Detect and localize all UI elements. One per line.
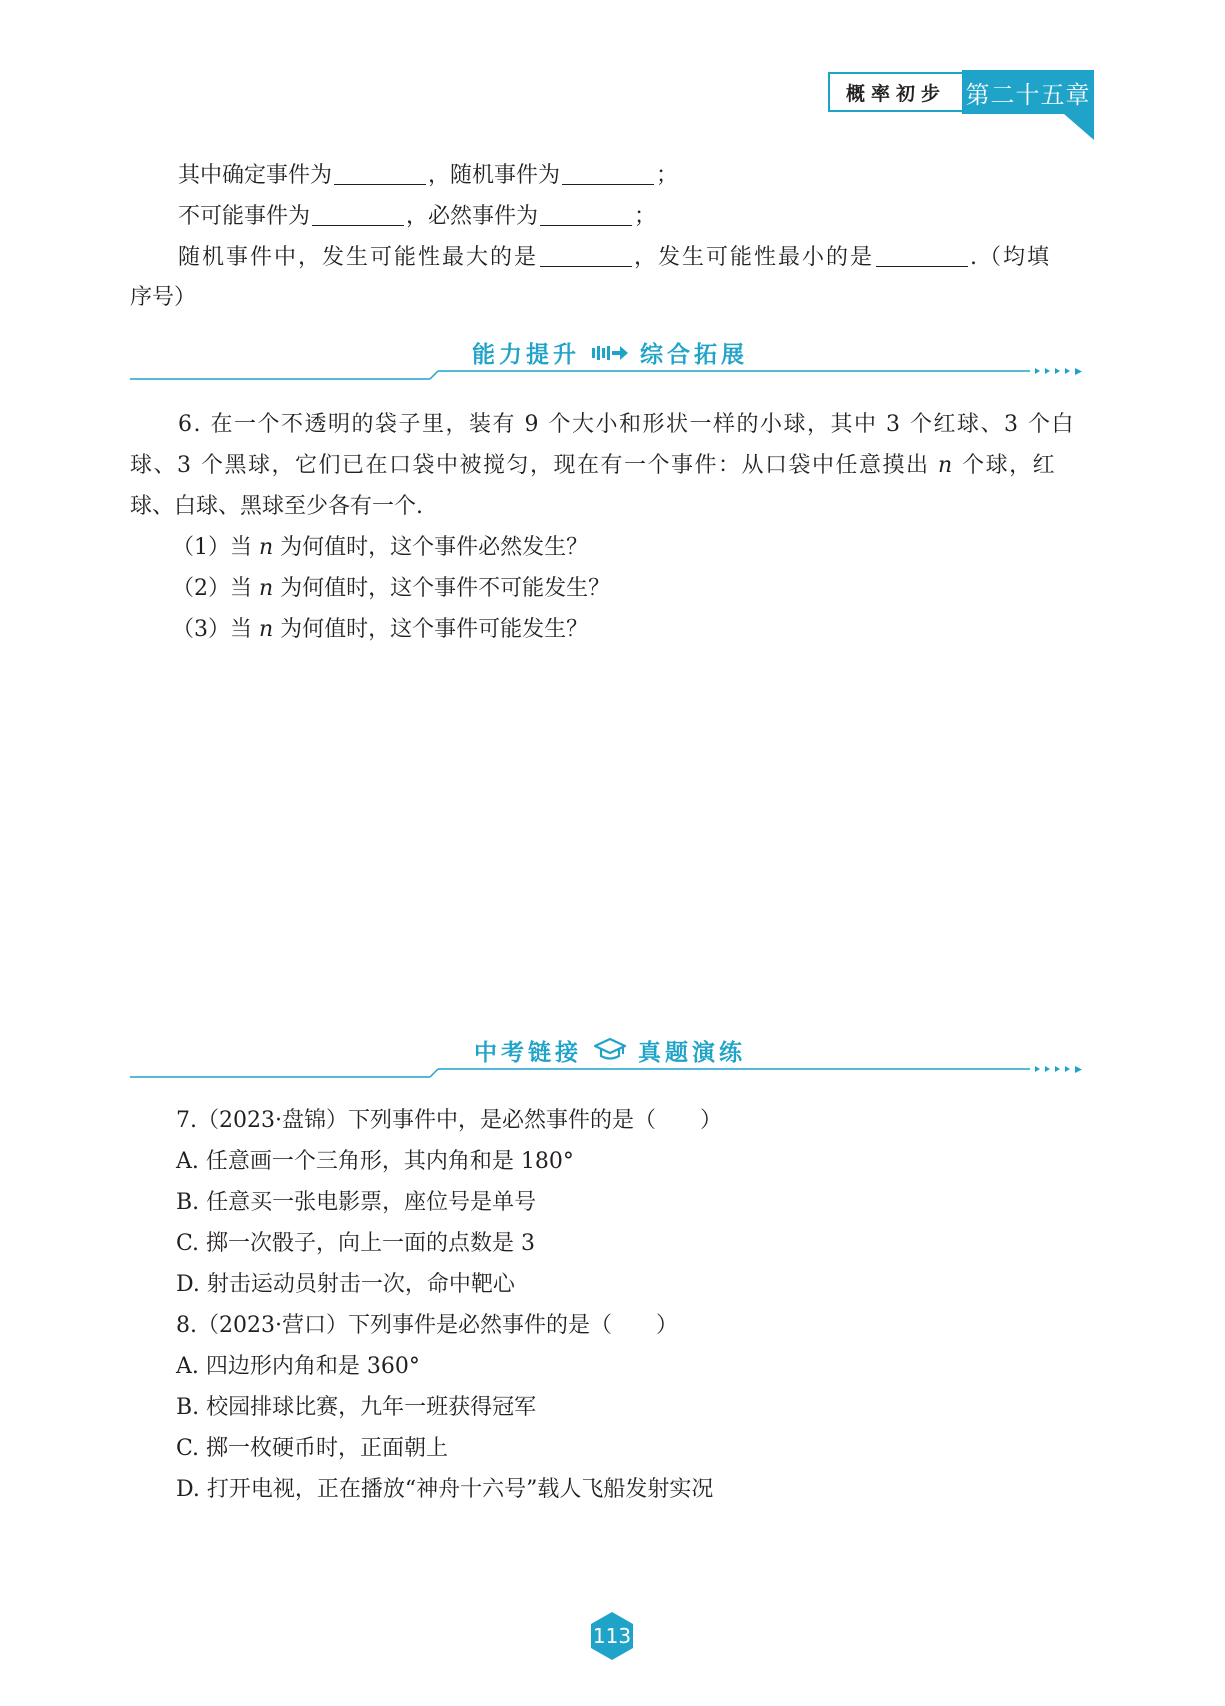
section-header-ability (130, 338, 1090, 398)
page-number-text: 113 (592, 1624, 632, 1648)
q5-text: ； (634, 204, 657, 229)
q8-option-c[interactable]: C. 掷一枚硬币时，正面朝上 (176, 1436, 449, 1461)
q8-option-a[interactable]: A. 四边形内角和是 360° (176, 1354, 420, 1379)
chapter-number: 第二十五章 (962, 70, 1094, 114)
q5-line-2 (178, 202, 656, 232)
section-title-left: 中考链接 (474, 1040, 582, 1066)
page-number (590, 1611, 634, 1661)
q5-line-1 (178, 161, 678, 191)
q6-line-3: 球、白球、黑球至少各有一个. (130, 494, 423, 519)
section-divider (130, 1066, 1090, 1082)
q5-text: ，必然事件为 (406, 204, 539, 229)
q7-option-c[interactable]: C. 掷一次骰子，向上一面的点数是 3 (176, 1231, 536, 1256)
q8-stem: 8.（2023·营口）下列事件是必然事件的是（ ） (176, 1313, 678, 1338)
answer-blank[interactable] (876, 244, 968, 267)
q5-text: 随机事件中，发生可能性最大的是 (178, 245, 539, 270)
q6-sub-1 (172, 533, 588, 563)
q5-text: ，随机事件为 (428, 163, 561, 188)
q6-sub-2 (172, 574, 610, 604)
q6-sub-text: （2）当 (172, 576, 259, 601)
q6-sub-text: （1）当 (172, 535, 259, 560)
q8-option-d[interactable]: D. 打开电视，正在播放“神舟十六号”载人飞船发射实况 (176, 1477, 714, 1502)
section-title-right: 真题演练 (638, 1040, 746, 1066)
chapter-topic: 概率初步 (828, 72, 964, 112)
variable-n: n (259, 535, 274, 560)
section-title-right: 综合拓展 (640, 342, 748, 368)
q7-option-b[interactable]: B. 任意买一张电影票，座位号是单号 (176, 1190, 537, 1215)
q6-sub-text: 为何值时，这个事件必然发生？ (273, 535, 589, 560)
chapter-tab-fold (1064, 114, 1094, 140)
answer-blank[interactable] (540, 203, 632, 226)
answer-blank[interactable] (562, 162, 654, 185)
q6-sub-text: 为何值时，这个事件不可能发生？ (273, 576, 611, 601)
q5-text: 其中确定事件为 (178, 163, 333, 188)
variable-n: n (938, 453, 954, 478)
q6-sub-text: 为何值时，这个事件可能发生？ (273, 617, 589, 642)
variable-n: n (259, 617, 274, 642)
q6-sub-text: （3）当 (172, 617, 259, 642)
variable-n: n (259, 576, 274, 601)
q6-text: 个球，红 (953, 453, 1057, 478)
q6-line-1: 6. 在一个不透明的袋子里，装有 9 个大小和形状一样的小球，其中 3 个红球、3 个白 (178, 412, 1075, 437)
section-divider (130, 368, 1090, 384)
q5-text: .（均填 (970, 245, 1052, 270)
q6-text: 球、3 个黑球，它们已在口袋中被搅匀，现在有一个事件：从口袋中任意摸出 (130, 453, 938, 478)
q5-line-3 (178, 243, 1051, 273)
q7-option-a[interactable]: A. 任意画一个三角形，其内角和是 180° (176, 1149, 574, 1174)
answer-blank[interactable] (312, 203, 404, 226)
answer-blank[interactable] (540, 244, 632, 267)
section-header-exam (130, 1036, 1090, 1096)
section-title-left: 能力提升 (472, 342, 580, 368)
q7-option-d[interactable]: D. 射击运动员射击一次，命中靶心 (176, 1272, 515, 1297)
q5-text: ，发生可能性最小的是 (634, 245, 875, 270)
q6-line-2 (130, 451, 1056, 481)
q5-text: 不可能事件为 (178, 204, 311, 229)
q5-text: ； (656, 163, 679, 188)
chapter-header (828, 72, 1100, 140)
q6-sub-3 (172, 615, 588, 645)
q7-stem: 7.（2023·盘锦）下列事件中，是必然事件的是（ ） (176, 1108, 722, 1133)
q5-line-4: 序号） (130, 285, 197, 310)
answer-blank[interactable] (334, 162, 426, 185)
q8-option-b[interactable]: B. 校园排球比赛，九年一班获得冠军 (176, 1395, 537, 1420)
